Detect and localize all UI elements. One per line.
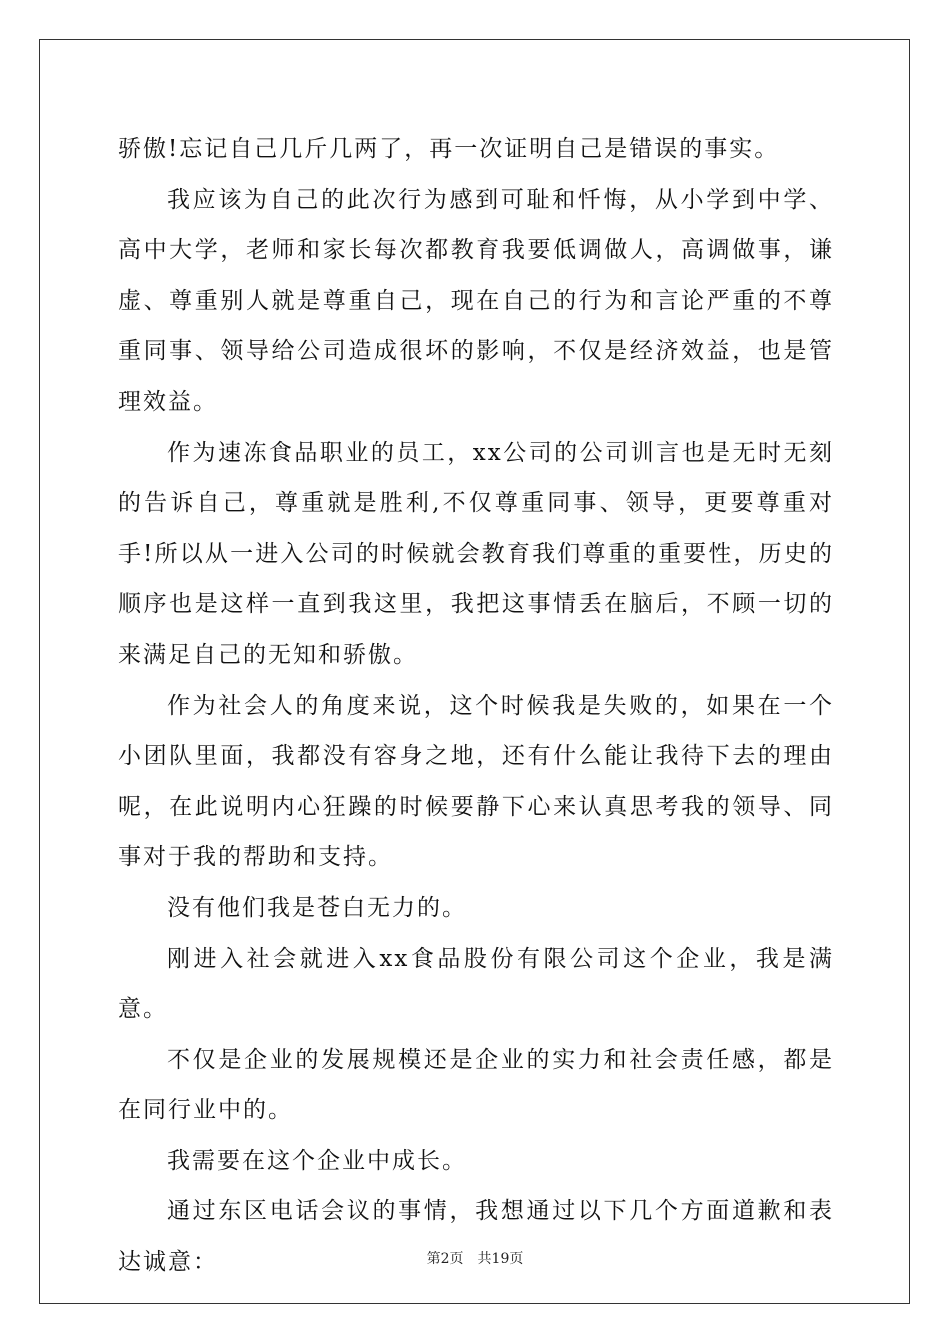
paragraph: 骄傲!忘记自己几斤几两了，再一次证明自己是错误的事实。 bbox=[118, 136, 780, 162]
document-body bbox=[118, 124, 834, 1288]
paragraph: 作为社会人的角度来说，这个时候我是失败的，如果在一个小团队里面，我都没有容身之地，还有什么能让我待下去的理由呢，在此说明内心狂躁的时候要静下心来认真思考我的领导、同事对于我的帮助和支持。 bbox=[118, 692, 834, 871]
page-number: 第2页 bbox=[426, 1251, 464, 1267]
page-total: 共19页 bbox=[477, 1251, 524, 1267]
paragraph: 没有他们我是苍白无力的。 bbox=[167, 894, 467, 921]
paragraph: 刚进入社会就进入xx食品股份有限公司这个企业，我是满意。 bbox=[118, 945, 834, 1023]
paragraph: 通过东区电话会议的事情，我想通过以下几个方面道歉和表达诚意： bbox=[118, 1198, 834, 1276]
page-footer bbox=[0, 1248, 950, 1268]
paragraph: 我需要在这个企业中成长。 bbox=[167, 1147, 467, 1174]
paragraph: 作为速冻食品职业的员工，xx公司的公司训言也是无时无刻的告诉自己，尊重就是胜利,不仅尊重同事、领导，更要尊重对手!所以从一进入公司的时候就会教育我们尊重的重要性，历史的顺序也是这样一直到我这里，我把这事情丢在脑后，不顾一切的来满足自己的无知和骄傲。 bbox=[118, 439, 834, 668]
paragraph: 我应该为自己的此次行为感到可耻和忏悔，从小学到中学、高中大学，老师和家长每次都教育我要低调做人，高调做事，谦虚、尊重别人就是尊重自己，现在自己的行为和言论严重的不尊重同事、领导给公司造成很坏的影响，不仅是经济效益，也是管理效益。 bbox=[118, 186, 834, 415]
paragraph: 不仅是企业的发展规模还是企业的实力和社会责任感，都是在同行业中的。 bbox=[118, 1046, 834, 1124]
